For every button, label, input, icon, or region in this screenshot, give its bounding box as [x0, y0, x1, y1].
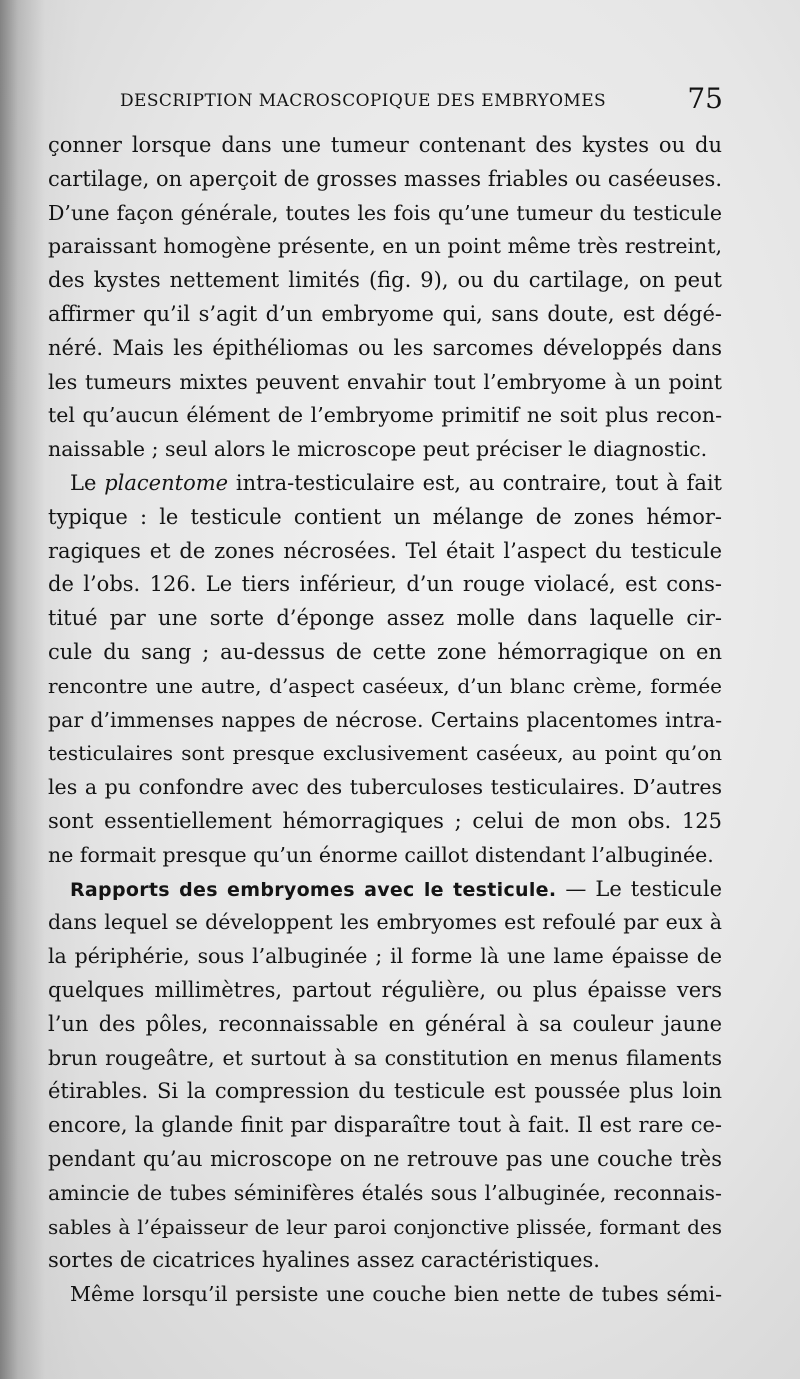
text-line: sables à l’épaisseur de leur paroi conjonctive plissée, formant des: [48, 1214, 722, 1239]
text-line: rencontre une autre, d’aspect caséeux, d’un blanc crème, formée: [48, 673, 722, 698]
text-line: cartilage, on aperçoit de grosses masses friables ou caséeuses.: [48, 166, 722, 191]
text-line: sortes de cicatrices hyalines assez caractéristiques.: [48, 1248, 600, 1273]
text-line: par d’immenses nappes de nécrose. Certains placentomes intra-: [48, 707, 722, 732]
text-line: sont essentiellement hémorragiques ; celui de mon obs. 125: [48, 808, 722, 833]
text-line: titué par une sorte d’éponge assez molle dans laquelle cir-: [48, 606, 722, 631]
text-line: naissable ; seul alors le microscope peut préciser le diagnostic.: [48, 437, 708, 462]
text-line: pendant qu’au microscope on ne retrouve pas une couche très: [48, 1146, 722, 1171]
text-line: les tumeurs mixtes peuvent envahir tout l’embryome à un point: [48, 369, 722, 394]
text-line: de l’obs. 126. Le tiers inférieur, d’un rouge violacé, est cons-: [48, 572, 722, 597]
paragraph-rapports-first-line: [48, 873, 722, 907]
text-line: l’un des pôles, reconnaissable en général à sa couleur jaune: [48, 1011, 722, 1036]
page-number: 75: [687, 82, 723, 115]
text-line: cule du sang ; au-dessus de cette zone hémorragique on en: [48, 639, 722, 664]
text-line: la périphérie, sous l’albuginée ; il forme là une lame épaisse de: [48, 944, 722, 969]
paragraph-placentome-first-line: [48, 467, 722, 501]
text-run: — Le testicule: [565, 876, 722, 901]
text-line: des kystes nettement limités (fig. 9), ou du cartilage, on peut: [48, 268, 722, 293]
section-heading-rapports: Rapports des embryomes avec le testicule.: [70, 878, 557, 901]
text-line: paraissant homogène présente, en un point même très restreint,: [48, 234, 722, 259]
text-line: étirables. Si la compression du testicule est poussée plus loin: [48, 1079, 722, 1104]
text-line: amincie de tubes séminifères étalés sous l’albuginée, reconnais-: [48, 1180, 722, 1205]
text-line: encore, la glande finit par disparaître tout à fait. Il est rare ce-: [48, 1113, 722, 1138]
body-text: [48, 129, 722, 1312]
text-run: intra-testiculaire est, au contraire, tout à fait: [235, 470, 722, 495]
running-title: DESCRIPTION MACROSCOPIQUE DES EMBRYOMES: [120, 91, 607, 111]
text-line: çonner lorsque dans une tumeur contenant des kystes ou du: [48, 133, 722, 157]
text-line: néré. Mais les épithéliomas ou les sarcomes développés dans: [48, 335, 722, 360]
text-line: quelques millimètres, partout régulière, ou plus épaisse vers: [48, 977, 722, 1002]
text-line: D’une façon générale, toutes les fois qu’une tumeur du testicule: [48, 200, 722, 225]
text-line: typique : le testicule contient un mélange de zones hémor-: [48, 504, 722, 529]
text-line: tel qu’aucun élément de l’embryome primitif ne soit plus recon-: [48, 403, 722, 428]
text-line: ne formait presque qu’un énorme caillot distendant l’albuginée.: [48, 842, 714, 867]
text-line: brun rougeâtre, et surtout à sa constitution en menus filaments: [48, 1045, 722, 1070]
paragraph-lead-word: Le: [70, 470, 97, 495]
text-line: dans lequel se développent les embryomes est refoulé par eux à: [48, 910, 722, 935]
text-line: testiculaires sont presque exclusivement caséeux, au point qu’on: [48, 741, 722, 766]
page-header: [120, 82, 723, 118]
text-line: affirmer qu’il s’agit d’un embryome qui, sans doute, est dégé-: [48, 301, 722, 326]
text-line: ragiques et de zones nécrosées. Tel était l’aspect du testicule: [48, 538, 722, 563]
text-line: les a pu confondre avec des tuberculoses testiculaires. D’autres: [48, 775, 722, 800]
text-line: Même lorsqu’il persiste une couche bien nette de tubes sémi-: [70, 1282, 722, 1307]
italic-term-placentome: placentome: [104, 470, 229, 495]
